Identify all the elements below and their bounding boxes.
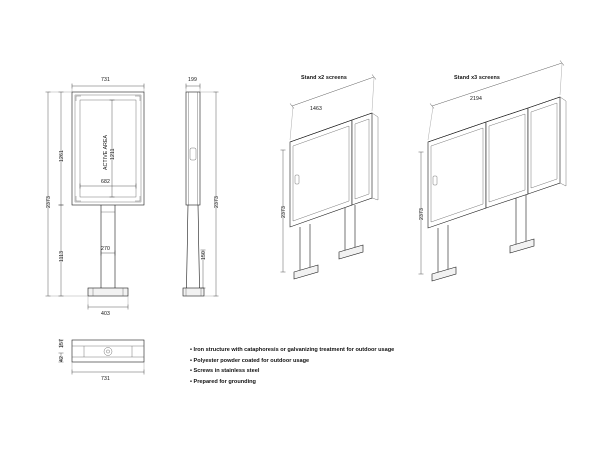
active-area-label: ACTIVE AREA (103, 134, 109, 170)
note-item: • Prepared for grounding (190, 378, 256, 385)
note-item: • Screws in stainless steel (190, 368, 260, 374)
dim-pole-height: 1113 (59, 250, 65, 262)
dim-active-area-height: 1211 (110, 148, 116, 160)
note-item: • Iron structure with cataphoresis or galvanizing treatment for outdoor usage (190, 347, 395, 353)
dim-base-width: 403 (101, 311, 110, 317)
dim-total-height: 2373 (46, 196, 52, 208)
dim-active-area-width: 682 (101, 179, 110, 185)
dim-pole-width: 270 (101, 246, 110, 252)
dim-stand-x2-width: 1463 (310, 106, 322, 112)
dim-front-width: 731 (101, 77, 110, 83)
notes-list (190, 345, 490, 387)
note-item: • Polyester powder coated for outdoor usage (190, 357, 310, 364)
stand-x2-title: Stand x2 screens (301, 75, 347, 81)
dim-top-depth: 157 (59, 339, 65, 348)
dim-stand-x3-height: 2373 (419, 208, 425, 220)
dim-side-depth: 199 (188, 77, 197, 83)
dim-stand-x2-height: 2373 (281, 206, 287, 218)
dim-top-base-depth: 42 (59, 356, 65, 362)
dim-top-width: 731 (101, 376, 110, 382)
dim-side-total-height: 2373 (214, 196, 220, 208)
dim-side-base-depth: 150 (201, 251, 207, 260)
stand-x3-title: Stand x3 screens (454, 75, 500, 81)
dim-screen-height: 1261 (59, 150, 65, 162)
dim-stand-x3-width: 2194 (470, 96, 482, 102)
